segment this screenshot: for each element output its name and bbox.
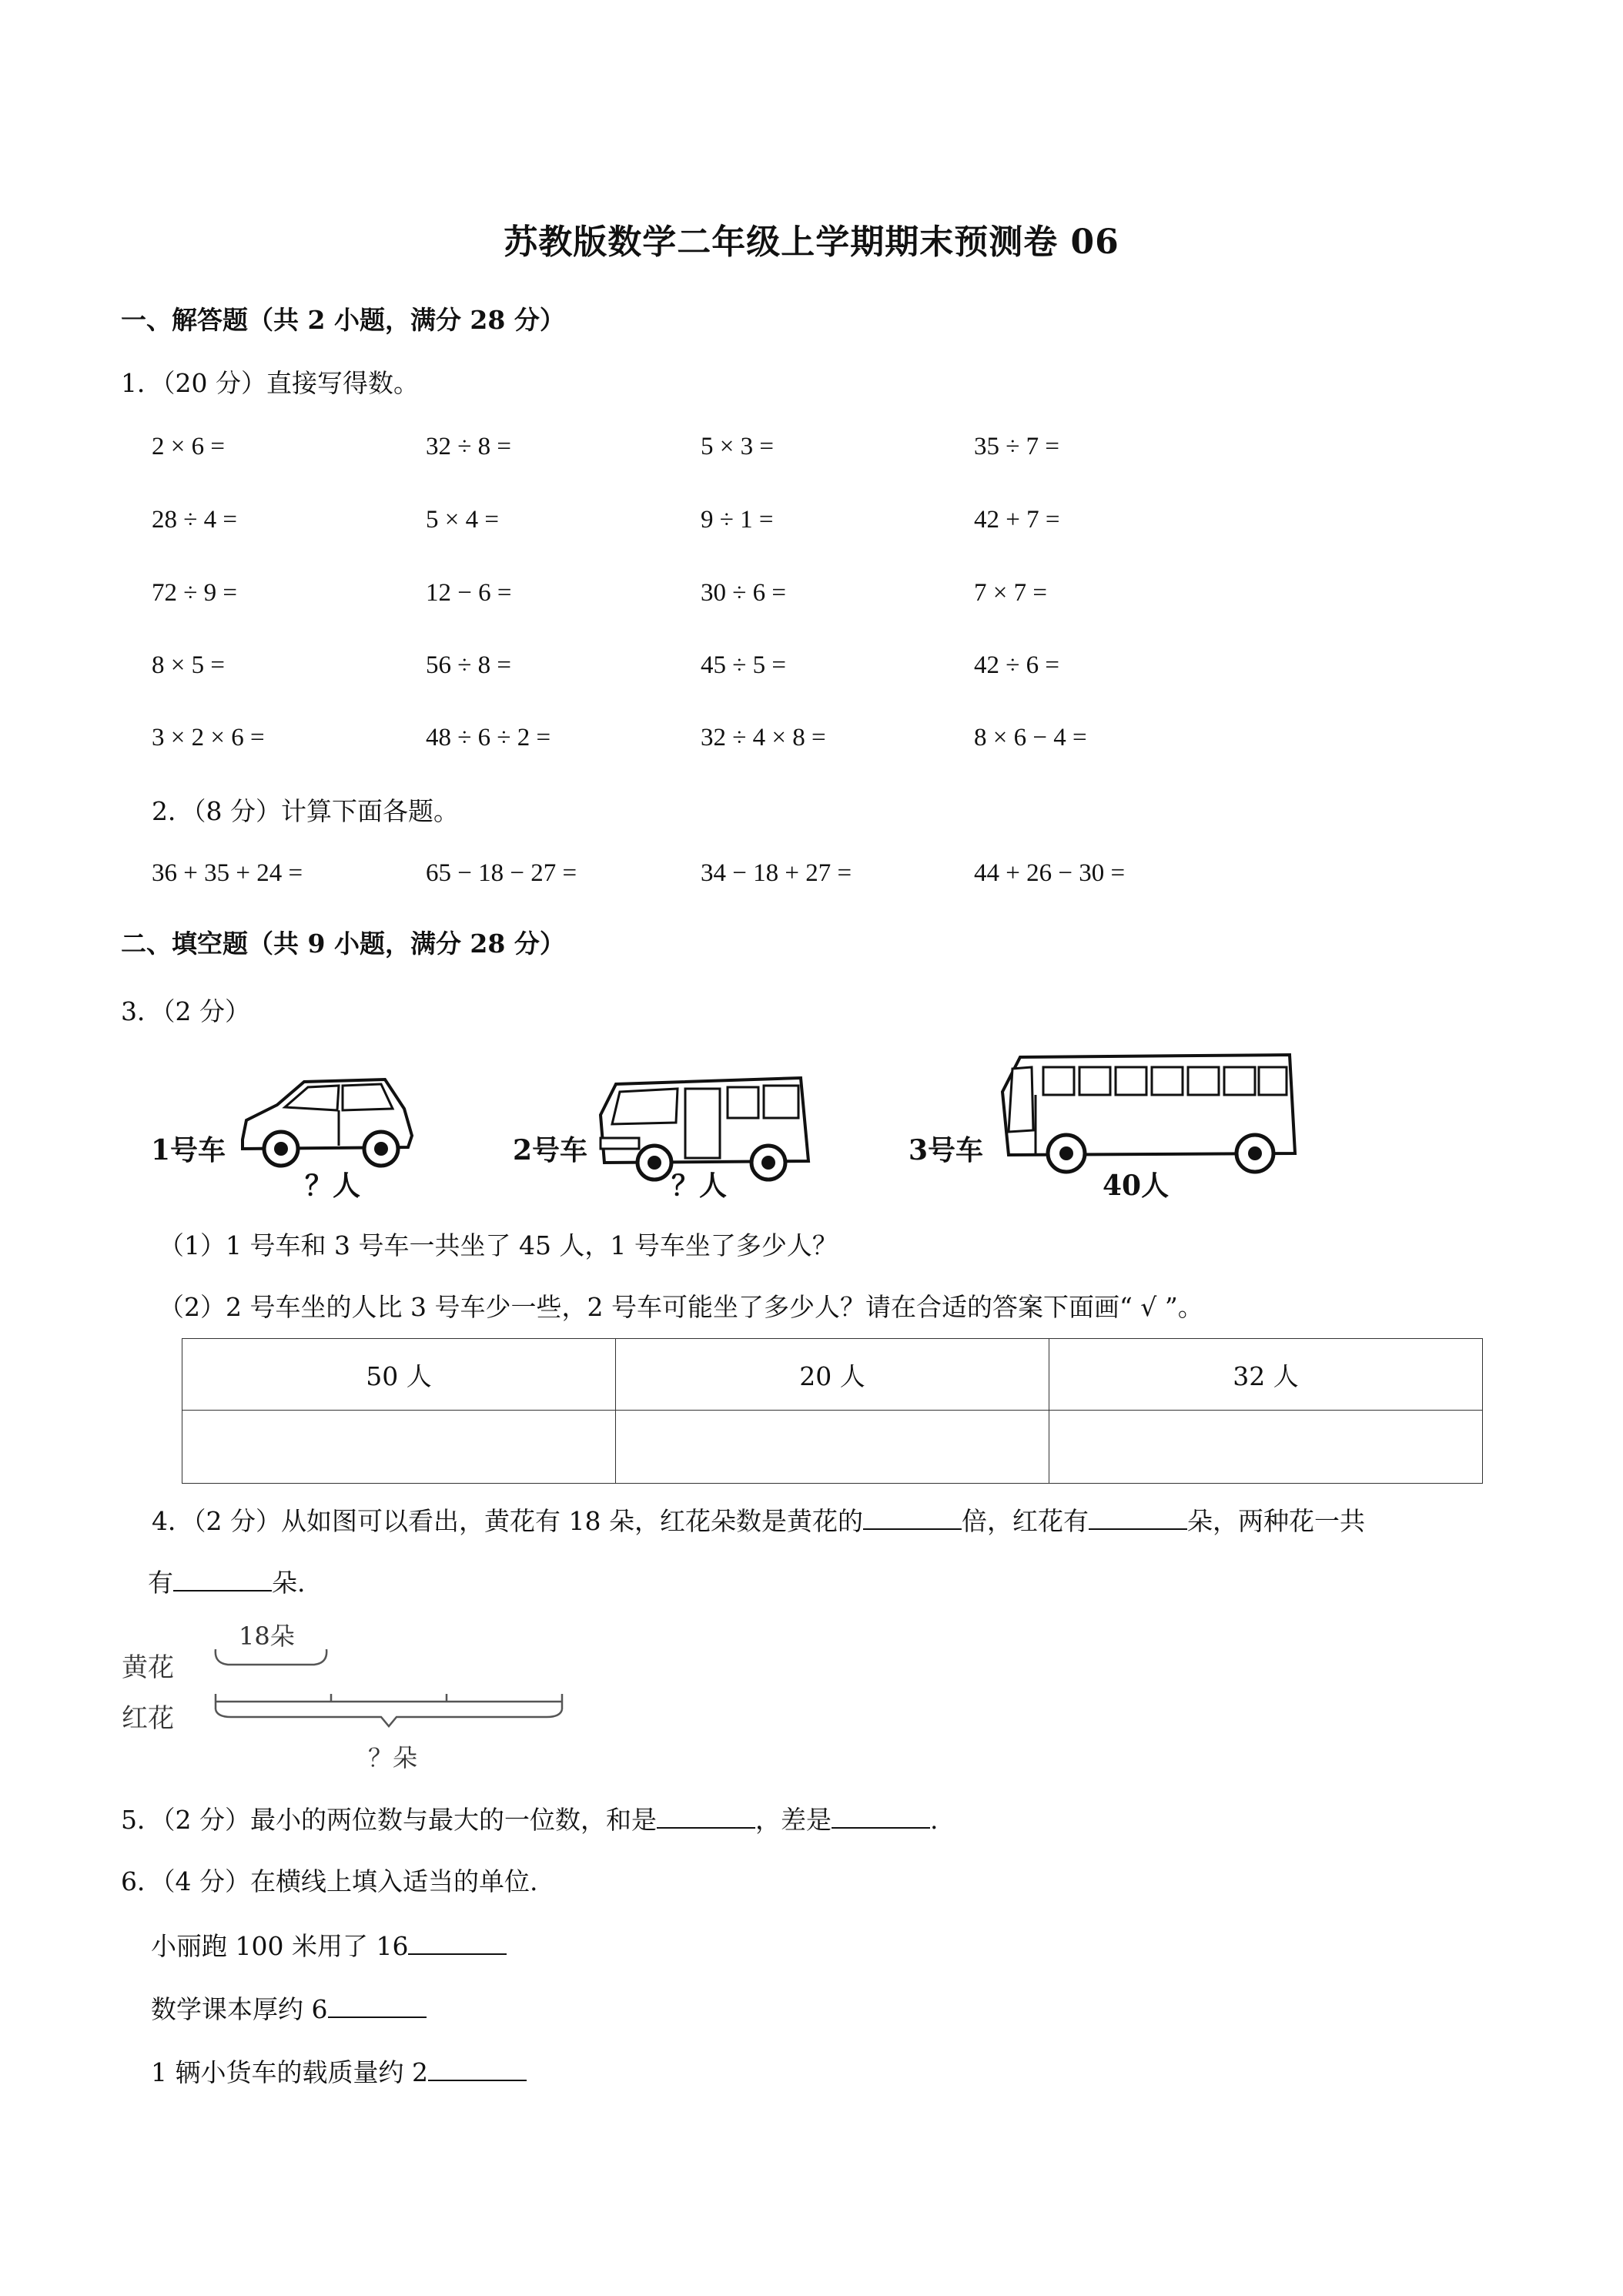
- q1-item: 32 ÷ 8 =: [426, 433, 511, 460]
- q5-line: [121, 1800, 938, 1836]
- q6-item-text: 1 辆小货车的载质量约 2: [151, 2057, 428, 2087]
- section-heading-2: 二、填空题（共 9 小题，满分 28 分）: [121, 929, 565, 959]
- q5-text-c: .: [929, 1805, 939, 1835]
- q1-item: 48 ÷ 6 ÷ 2 =: [426, 724, 551, 751]
- bus-illustration: [993, 1046, 1301, 1176]
- q6-item: [151, 1990, 427, 2026]
- answer-cell[interactable]: [1049, 1411, 1483, 1484]
- q4-line2: [148, 1563, 306, 1599]
- answer-blank[interactable]: [173, 1567, 272, 1591]
- vehicle-2-name: 2号车: [513, 1134, 588, 1166]
- option-cell: 20 人: [616, 1339, 1049, 1411]
- q3-answer-table: [182, 1338, 1483, 1484]
- q2-item: 44 + 26 − 30 =: [974, 859, 1126, 887]
- q3-sub1: （1）1 号车和 3 号车一共坐了 45 人，1 号车坐了多少人？: [159, 1230, 838, 1260]
- q1-item: 12 − 6 =: [426, 579, 512, 607]
- q1-item: 42 + 7 =: [974, 506, 1060, 534]
- q4-text-e: 朵.: [272, 1568, 306, 1598]
- q1-item: 56 ÷ 8 =: [426, 651, 511, 679]
- q1-item: 32 ÷ 4 × 8 =: [701, 724, 826, 751]
- q3-sub2: （2）2 号车坐的人比 3 号车少一些，2 号车可能坐了多少人？请在合适的答案下面画“ √ ”。: [159, 1292, 1203, 1322]
- q6-label: 6．（4 分）在横线上填入适当的单位.: [121, 1866, 538, 1896]
- flower-segment-diagram: [208, 1646, 570, 1739]
- q3-label: 3．（2 分）: [121, 996, 250, 1026]
- answer-blank[interactable]: [408, 1930, 507, 1955]
- red-count-label: ？朵: [368, 1743, 418, 1772]
- vehicle-3-name: 3号车: [909, 1134, 984, 1166]
- q2-item: 36 + 35 + 24 =: [152, 859, 303, 887]
- q1-item: 28 ÷ 4 =: [152, 506, 237, 534]
- option-cell: 50 人: [182, 1339, 616, 1411]
- q1-item: 8 × 6 − 4 =: [974, 724, 1087, 751]
- q1-item: 9 ÷ 1 =: [701, 506, 774, 534]
- q1-item: 5 × 3 =: [701, 433, 774, 460]
- q2-item: 65 − 18 − 27 =: [426, 859, 577, 887]
- q4-line1: [152, 1501, 1365, 1538]
- q1-item: 8 × 5 =: [152, 651, 225, 679]
- vehicle-1-count: ？人: [305, 1170, 361, 1202]
- vehicle-2-count: ？人: [671, 1170, 728, 1202]
- q6-item: [151, 1926, 507, 1963]
- q1-label: 1．（20 分）直接写得数。: [121, 368, 419, 398]
- section-heading-1: 一、解答题（共 2 小题，满分 28 分）: [121, 305, 565, 335]
- q2-label: 2．（8 分）计算下面各题。: [152, 796, 459, 826]
- answer-blank[interactable]: [1089, 1505, 1187, 1530]
- answer-blank[interactable]: [428, 2057, 527, 2081]
- q1-item: 30 ÷ 6 =: [701, 579, 786, 607]
- q4-text-d: 有: [148, 1568, 173, 1598]
- q2-item: 34 − 18 + 27 =: [701, 859, 852, 887]
- q6-item-text: 数学课本厚约 6: [151, 1994, 328, 2024]
- q4-text-b: 倍，红花有: [961, 1506, 1089, 1536]
- q6-item-text: 小丽跑 100 米用了 16: [151, 1931, 409, 1961]
- q1-item: 5 × 4 =: [426, 506, 499, 534]
- answer-cell[interactable]: [182, 1411, 616, 1484]
- answer-blank[interactable]: [863, 1505, 962, 1530]
- vehicle-3-count: 40人: [1103, 1170, 1170, 1202]
- answer-blank[interactable]: [328, 1993, 427, 2018]
- yellow-flower-label: 黄花: [122, 1652, 174, 1683]
- q5-text-b: ，差是: [755, 1805, 832, 1835]
- q1-item: 45 ÷ 5 =: [701, 651, 786, 679]
- q6-item: [151, 2053, 527, 2089]
- q5-text-a: 5．（2 分）最小的两位数与最大的一位数，和是: [121, 1805, 657, 1835]
- answer-blank[interactable]: [832, 1804, 930, 1829]
- answer-cell[interactable]: [616, 1411, 1049, 1484]
- q1-item: 35 ÷ 7 =: [974, 433, 1059, 460]
- option-cell: 32 人: [1049, 1339, 1483, 1411]
- vehicle-1-name: 1号车: [151, 1134, 226, 1166]
- q4-text-a: 4．（2 分）从如图可以看出，黄花有 18 朵，红花朵数是黄花的: [152, 1506, 863, 1536]
- red-flower-label: 红花: [122, 1703, 174, 1734]
- q1-item: 2 × 6 =: [152, 433, 225, 460]
- answer-blank[interactable]: [657, 1804, 755, 1829]
- q4-text-c: 朵，两种花一共: [1186, 1506, 1365, 1536]
- yellow-count-label: 18朵: [239, 1622, 295, 1651]
- q1-item: 42 ÷ 6 =: [974, 651, 1059, 679]
- page-title: 苏教版数学二年级上学期期末预测卷 06: [504, 223, 1119, 262]
- q1-item: 3 × 2 × 6 =: [152, 724, 265, 751]
- q1-item: 7 × 7 =: [974, 579, 1047, 607]
- car-illustration: [231, 1063, 423, 1178]
- q1-item: 72 ÷ 9 =: [152, 579, 237, 607]
